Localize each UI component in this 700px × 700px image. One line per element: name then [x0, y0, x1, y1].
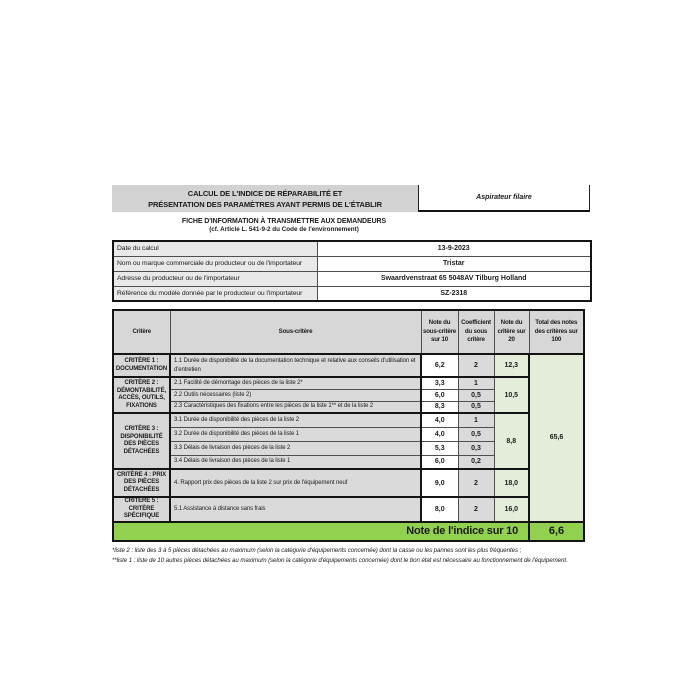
note-sur-10: 4,0	[421, 427, 458, 441]
criterion-name: CRITÈRE 4 : PRIX DES PIÈCES DÉTACHÉES	[113, 469, 170, 497]
note-sur-10: 9,0	[421, 469, 458, 497]
col-header-note-20: Note du critère sur 20	[494, 310, 529, 354]
info-label: Référence du modèle donnée par le producteur ou l'importateur	[113, 286, 317, 301]
title-row	[112, 185, 590, 212]
coefficient: 1	[458, 377, 494, 389]
col-header-total-100: Total des notes des critères sur 100	[529, 310, 584, 354]
note-sur-20: 12,3	[494, 354, 529, 377]
note-sur-20: 18,0	[494, 469, 529, 497]
note-sur-10: 8,3	[421, 401, 458, 413]
coefficient: 0,2	[458, 455, 494, 469]
coefficient: 1	[458, 413, 494, 427]
note-sur-10: 3,3	[421, 377, 458, 389]
col-header-critere: Critère	[113, 310, 170, 354]
table-row	[113, 354, 584, 377]
subtitle-block	[112, 218, 456, 233]
table-row	[113, 497, 584, 522]
coefficient: 2	[458, 497, 494, 522]
document-title	[112, 185, 418, 212]
footnote-liste-1: **liste 1 : liste de 10 autres pièces détachées au maximum (selon la catégorie d'équipements concernée) dont le bon état est nécessaire au fonctionnement de l'équipement.	[112, 556, 568, 564]
subcriterion-label: 3.4 Délais de livraison des pièces de la liste 1	[170, 455, 421, 469]
coefficient: 2	[458, 354, 494, 377]
title-line-2: PRÉSENTATION DES PARAMÈTRES AYANT PERMIS DE L'ÉTABLIR	[148, 199, 382, 209]
coefficient: 2	[458, 469, 494, 497]
subcriterion-label: 2.2 Outils nécessaires (liste 2)	[170, 389, 421, 401]
final-index-row	[113, 522, 584, 541]
note-sur-10: 8,0	[421, 497, 458, 522]
col-header-coefficient: Coefficient du sous critère	[458, 310, 494, 354]
criteria-table	[112, 309, 585, 542]
subcriterion-label: 4. Rapport prix des pièces de la liste 2 sur prix de l'équipement neuf	[170, 469, 421, 497]
info-value: 13-9-2023	[317, 241, 591, 256]
producer-info-table	[112, 240, 592, 302]
subcriterion-label: 3.2 Durée de disponibilité des pièces de la liste 1	[170, 427, 421, 441]
note-sur-10: 4,0	[421, 413, 458, 427]
criterion-name: CRITÈRE 2 : DÉMONTABILITÉ, ACCÈS, OUTILS, FIXATIONS	[113, 377, 170, 413]
info-label: Nom ou marque commerciale du producteur ou de l'importateur	[113, 256, 317, 271]
info-row-date	[113, 241, 591, 256]
subtitle: FICHE D'INFORMATION À TRANSMETTRE AUX DEMANDEURS	[181, 218, 387, 225]
note-sur-10: 6,0	[421, 389, 458, 401]
info-label: Date du calcul	[113, 241, 317, 256]
subcriterion-label: 3.1 Durée de disponibilité des pièces de la liste 2	[170, 413, 421, 427]
subcriterion-label: 3.3 Délais de livraison des pièces de la liste 2	[170, 441, 421, 455]
note-sur-10: 5,3	[421, 441, 458, 455]
subtitle-reference: (cf. Article L. 541-9-2 du Code de l'environnement)	[209, 226, 359, 233]
note-sur-20: 8,8	[494, 413, 529, 469]
note-sur-20: 10,5	[494, 377, 529, 413]
note-sur-10: 6,0	[421, 455, 458, 469]
footnote-liste-2: *liste 2 : liste des 3 à 5 pièces détachées au maximum (selon la catégorie d'équipements concernée) dont la casse ou les pannes sont les plus fréquentes ;	[112, 546, 522, 554]
subcriterion-label: 2.1 Facilité de démontage des pièces de la liste 2*	[170, 377, 421, 389]
criteria-table-header	[113, 310, 584, 354]
criterion-name: CRITÈRE 5 : CRITÈRE SPÉCIFIQUE	[113, 497, 170, 522]
repairability-sheet	[112, 185, 590, 566]
info-row-model	[113, 286, 591, 301]
coefficient: 0,5	[458, 401, 494, 413]
info-value: Tristar	[317, 256, 591, 271]
note-sur-20: 16,0	[494, 497, 529, 522]
coefficient: 0,5	[458, 427, 494, 441]
info-value: SZ-2318	[317, 286, 591, 301]
product-category-field	[418, 185, 590, 212]
footnotes	[112, 546, 590, 566]
criterion-name: CRITÈRE 1 : DOCUMENTATION	[113, 354, 170, 377]
coefficient: 0,3	[458, 441, 494, 455]
info-value: Swaardvenstraat 65 5048AV Tilburg Holland	[317, 271, 591, 286]
subcriterion-label: 5.1 Assistance à distance sans frais	[170, 497, 421, 522]
note-sur-10: 6,2	[421, 354, 458, 377]
table-row	[113, 413, 584, 427]
coefficient: 0,5	[458, 389, 494, 401]
final-index-value: 6,6	[529, 522, 584, 541]
title-line-1: CALCUL DE L'INDICE DE RÉPARABILITÉ ET	[187, 188, 343, 198]
final-index-label: Note de l'indice sur 10	[113, 522, 529, 541]
col-header-sous-critere: Sous-critère	[170, 310, 421, 354]
info-row-producer	[113, 256, 591, 271]
info-row-address	[113, 271, 591, 286]
info-label: Adresse du producteur ou de l'importateur	[113, 271, 317, 286]
total-sur-100: 65,6	[529, 354, 584, 522]
col-header-note-10: Note du sous-critère sur 10	[421, 310, 458, 354]
subcriterion-label: 2.3 Caractéristiques des fixations entre les pièces de la liste 1** et de la liste 2	[170, 401, 421, 413]
table-row	[113, 469, 584, 497]
product-category-label: Aspirateur filaire	[476, 194, 532, 201]
table-row	[113, 377, 584, 389]
subcriterion-label: 1.1 Durée de disponibilité de la documentation technique et relative aux conseils d'utilisation et d'entretien	[170, 354, 421, 377]
criterion-name: CRITÈRE 3 : DISPONIBILITÉ DES PIÈCES DÉTACHÉES	[113, 413, 170, 469]
